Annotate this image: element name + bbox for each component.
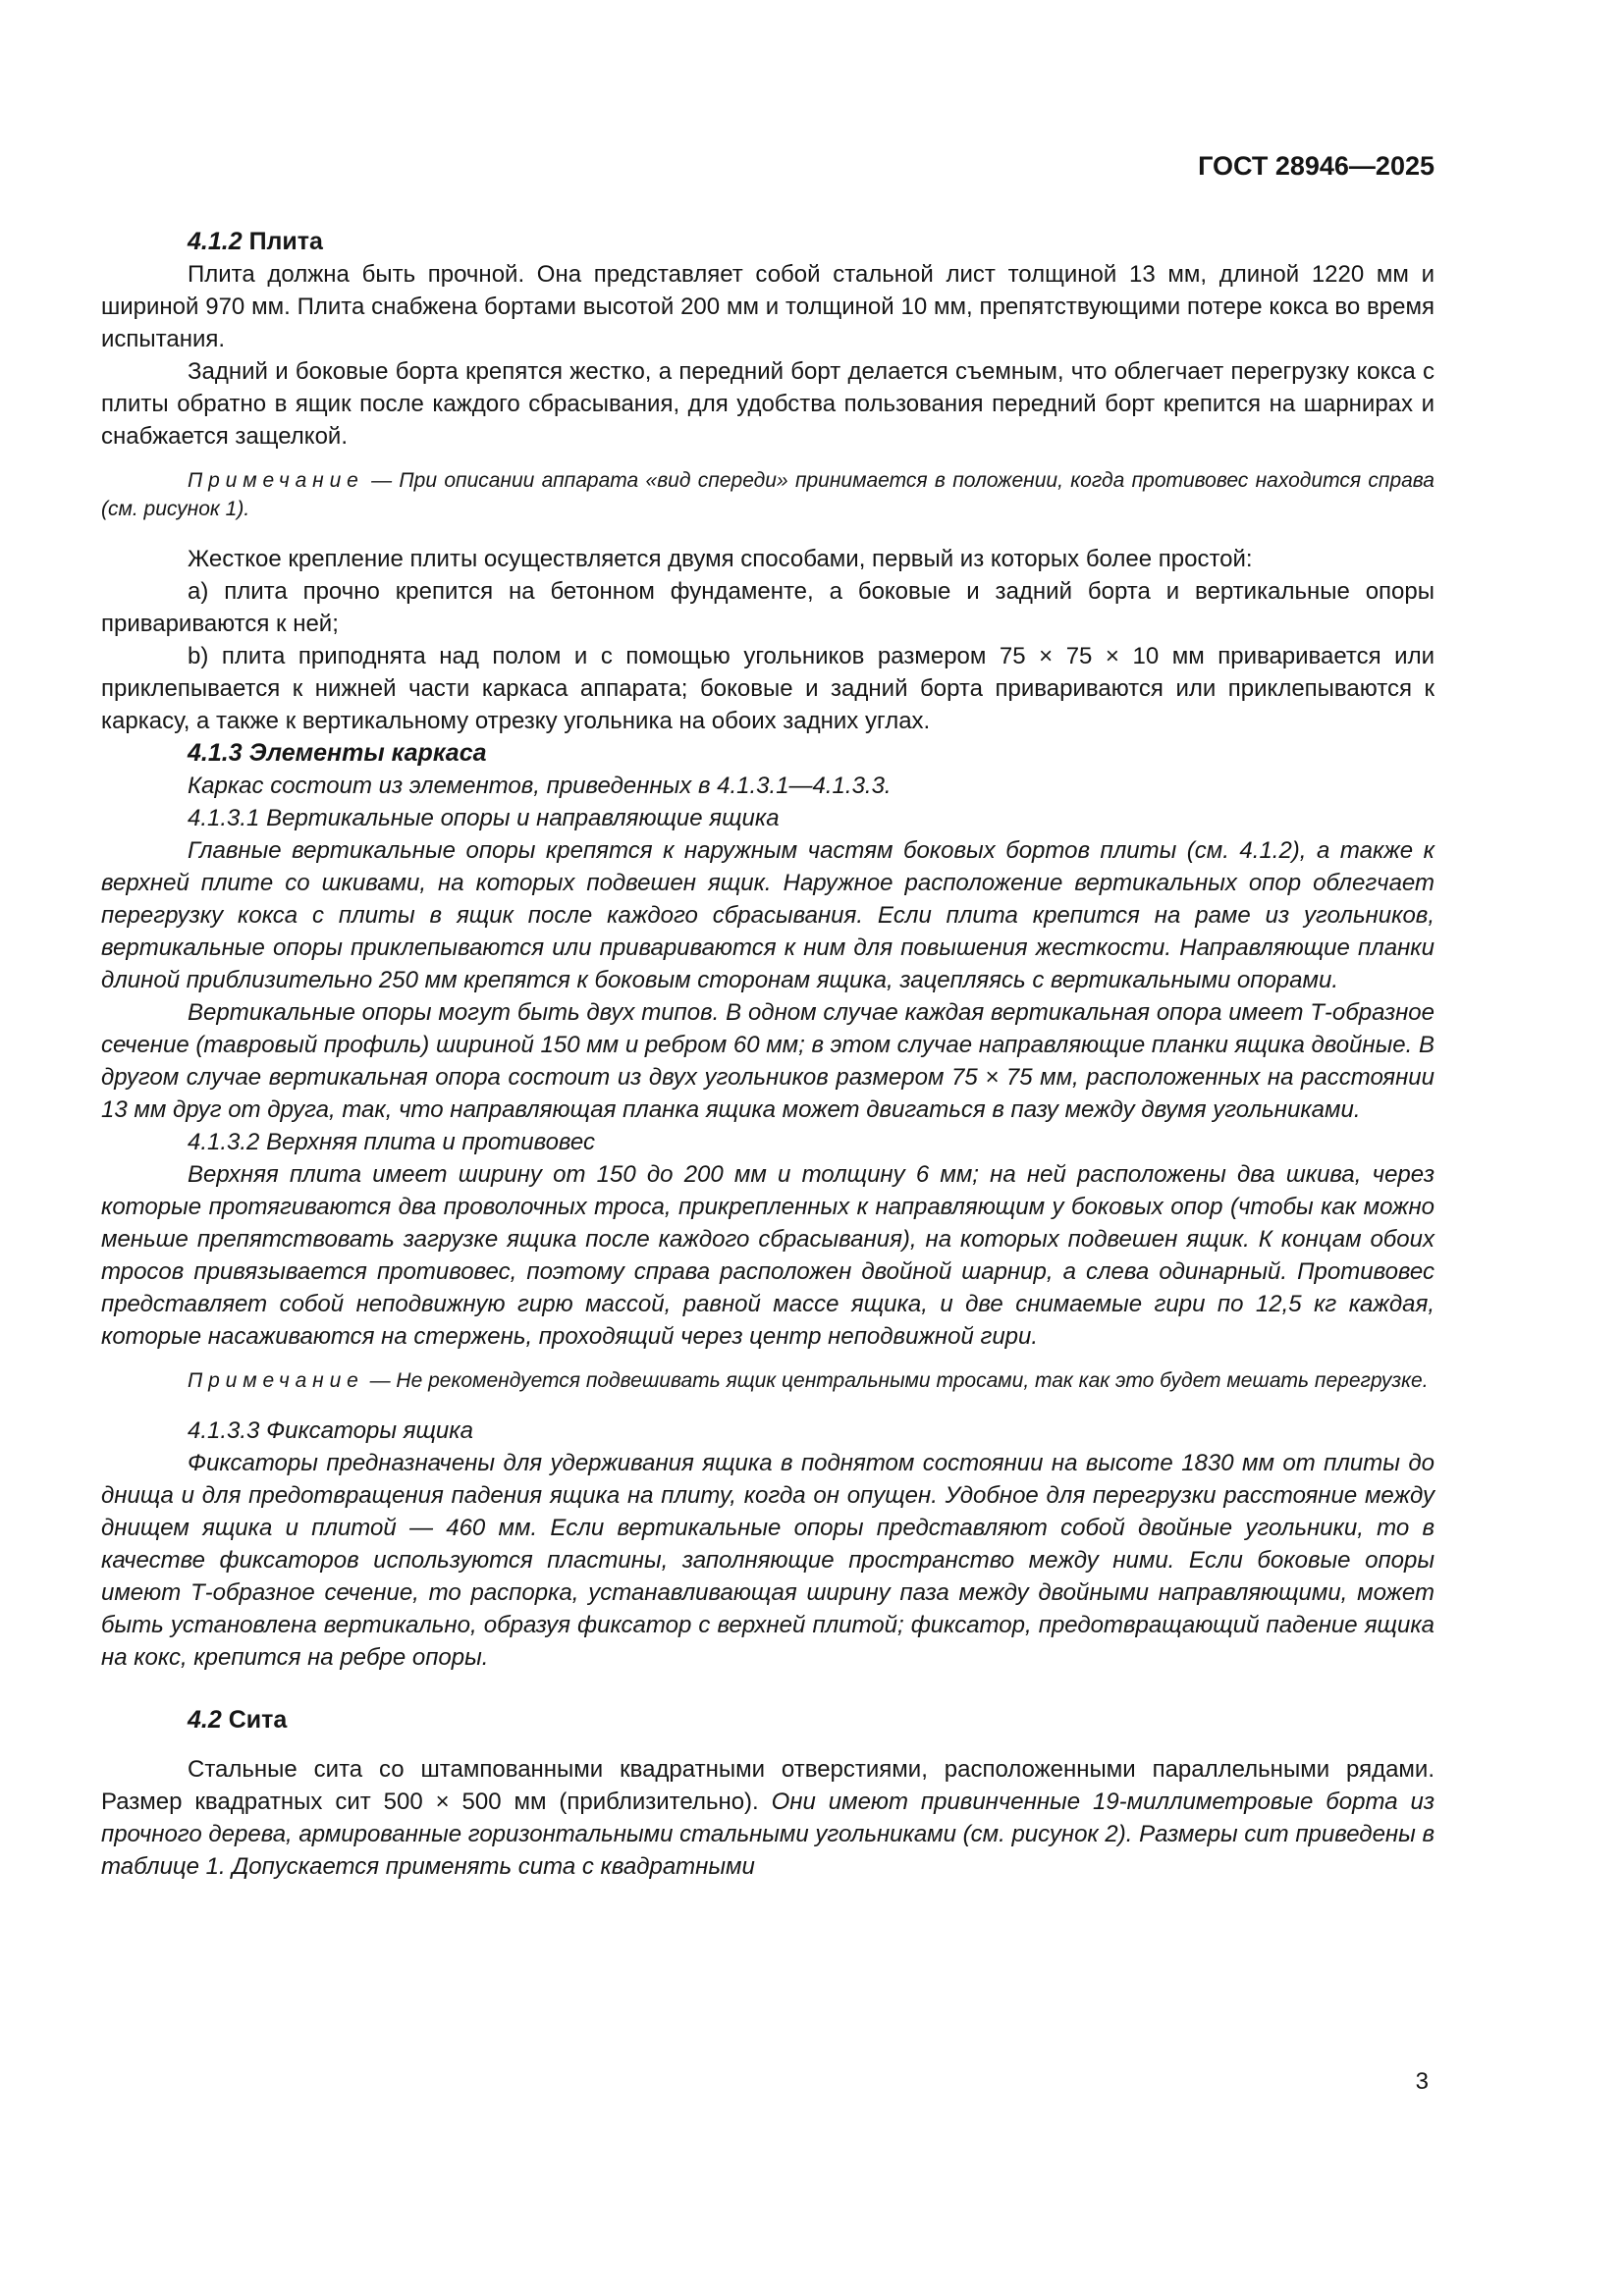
subclause-number: 4.1.3.2 [188,1129,260,1155]
subclause-title: Верхняя плита и противовес [266,1129,596,1155]
page-number: 3 [1415,2068,1429,2095]
para-box-latches: Фиксаторы предназначены для удерживания ящика в поднятом состоянии на высоте 1830 мм от плиты до днища и для предотвращения падения ящика на плиту, когда он опущен. Удобное для перегрузки расстояние между днищем ящика и плитой — 460 мм. Если вертикальные опоры представляют собой двойные угольники, то в качестве фиксаторов используются пластины, заполняющие пространство между ними. Если боковые опоры имеют Т-образное сечение, то распорка, устанавливающая ширину паза между двойными направляющими, может быть установлена вертикально, образуя фиксатор с верхней плитой; фиксатор, предотвращающий падение ящика на кокс, крепится на ребре опоры. [101,1450,1435,1671]
clause-number: 4.1.3 [188,739,243,767]
note-label: Примечание [188,1369,364,1392]
subclause-number: 4.1.3.3 [188,1417,260,1444]
list-item-b: b) плита приподнята над полом и с помощью угольников размером 75 × 75 × 10 мм приваривается или приклепывается к нижней части каркаса аппарата; боковые и задний борта привариваются или приклепываются к каркасу, а также к вертикальному отрезку угольника на обоих задних углах. [101,643,1435,734]
note-label: Примечание [188,469,364,492]
para-plate-boards: Задний и боковые борта крепятся жестко, а передний борт делается съемным, что облегчает перегрузку кокса с плиты обратно в ящик после каждого сбрасывания, для удобства пользования передний борт крепится на шарнирах и снабжается защелкой. [101,358,1435,450]
subclause-title: Вертикальные опоры и направляющие ящика [266,805,780,831]
clause-title: Сита [228,1706,288,1734]
clause-number: 4.2 [188,1706,222,1734]
subclause-heading-4-1-3-1 [101,802,1435,834]
note-text: — При описании аппарата «вид спереди» принимается в положении, когда противовес находится справа (см. рисунок 1). [101,469,1435,520]
clause-heading-4-2 [101,1704,1435,1736]
page-content [101,226,1435,1883]
note-central-cables [101,1366,1435,1395]
clause-number: 4.1.2 [188,228,243,255]
subclause-number: 4.1.3.1 [188,805,260,831]
subclause-heading-4-1-3-3 [101,1415,1435,1447]
note-front-view [101,466,1435,523]
para-vertical-supports-2: Вертикальные опоры могут быть двух типов. В одном случае каждая вертикальная опора имеет Т-образное сечение (тавровый профиль) шириной 150 мм и ребром 60 мм; в этом случае направляющие планки ящика двойные. В другом случае вертикальная опора состоит из двух угольников размером 75 × 75 мм, расположенных на расстоянии 13 мм друг от друга, так, что направляющая планка ящика может двигаться в пазу между двумя угольниками. [101,999,1435,1123]
para-frame-intro: Каркас состоит из элементов, приведенных в 4.1.3.1—4.1.3.3. [188,773,892,799]
list-item-a: a) плита прочно крепится на бетонном фундаменте, а боковые и задний борта и вертикальные опоры привариваются к ней; [101,578,1435,637]
subclause-heading-4-1-3-2 [101,1126,1435,1158]
clause-heading-4-1-2 [101,226,1435,258]
subclause-title: Фиксаторы ящика [266,1417,473,1444]
note-text: — Не рекомендуется подвешивать ящик центральными тросами, так как это будет мешать перегрузке. [369,1369,1429,1392]
para-sieves-normal-text: Стальные сита со штампованными квадратными отверстиями, расположенными параллельными рядами. Размер квадратных сит 500 × 500 мм (приблизительно). [101,1756,1435,1815]
para-plate-description: Плита должна быть прочной. Она представляет собой стальной лист толщиной 13 мм, длиной 1220 мм и шириной 970 мм. Плита снабжена бортами высотой 200 мм и толщиной 10 мм, препятствующими потере кокса во время испытания. [101,261,1435,352]
clause-title: Элементы каркаса [248,739,487,767]
para-mounting-intro: Жесткое крепление плиты осуществляется двумя способами, первый из которых более простой: [188,546,1253,572]
para-vertical-supports-1: Главные вертикальные опоры крепятся к наружным частям боковых бортов плиты (см. 4.1.2), а также к верхней плите со шкивами, на которых подвешен ящик. Наружное расположение вертикальных опор облегчает перегрузку кокса с плиты в ящик после каждого сбрасывания. Если плита крепится на раме из угольников, вертикальные опоры приклепываются или привариваются к ним для повышения жесткости. Направляющие планки длиной приблизительно 250 мм крепятся к боковым сторонам ящика, зацепляясь с вертикальными опорами. [101,837,1435,993]
para-top-plate-counterweight: Верхняя плита имеет ширину от 150 до 200 мм и толщину 6 мм; на ней расположены два шкива, через которые протягиваются два проволочных троса, прикрепленных к направляющим у боковых опор (чтобы как можно меньше препятствовать загрузке ящика после каждого сбрасывания), на которых подвешен ящик. К концам обоих тросов привязывается противовес, поэтому справа расположен двойной шарнир, а слева одинарный. Противовес представляет собой неподвижную гирю массой, равной массе ящика, и две снимаемые гири по 12,5 кг каждая, которые насаживаются на стержень, проходящий через центр неподвижной гири. [101,1161,1435,1350]
clause-title: Плита [248,228,323,255]
clause-heading-4-1-3 [101,737,1435,770]
running-header-doc-code: ГОСТ 28946—2025 [1198,151,1435,181]
para-sieves-italic-text: Они имеют привинченные 19-миллиметровые борта из прочного дерева, армированные горизонтальными стальными угольниками (см. рисунок 2). Размеры сит приведены в таблице 1. Допускается применять сита с квадратными [101,1789,1435,1880]
para-sieves [101,1753,1435,1883]
